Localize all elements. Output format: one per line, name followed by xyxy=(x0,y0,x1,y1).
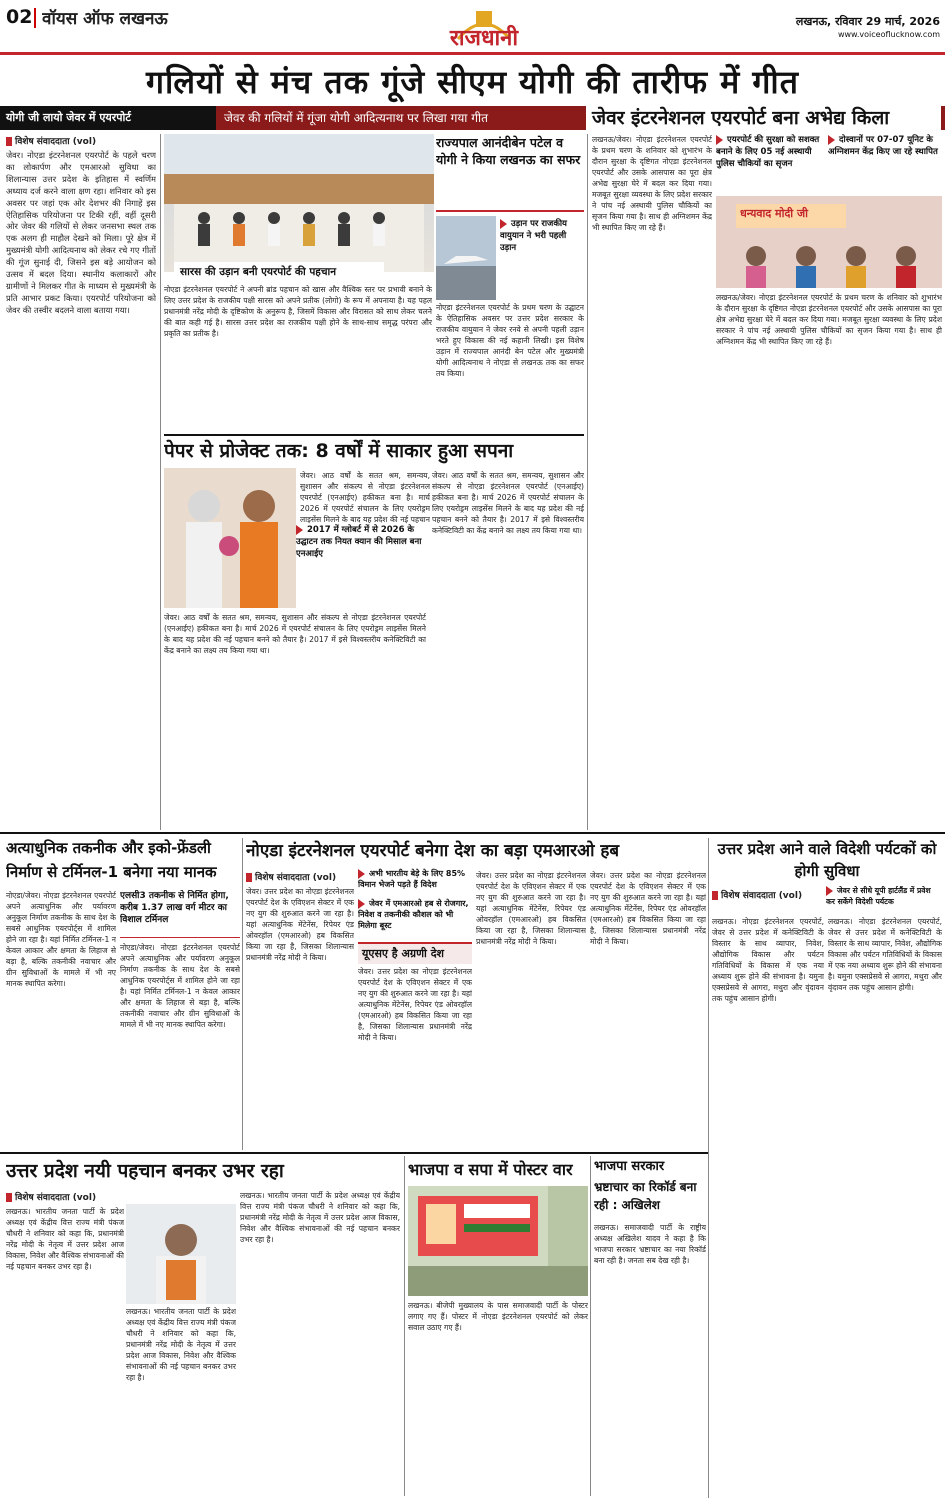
right-top-body: लखनऊ/जेवर। नोएडा इंटरनेशनल एयरपोर्ट के प्रथम चरण के शनिवार को शुभारंभ के दौरान सुरक्षा के दृष्टिगत नोएडा इंटरनेशनल एयरपोर्ट और उसके आसपास का पूरा क्षेत्र अभेद्य सुरक्षा घेरे में बदल कर दिया गया। मजबूत सुरक्षा व्यवस्था के लिए प्रदेश सरकार ने पांच नई अस्थायी पुलिस चौकियों का सृजन किया गया है। साथ ही अग्निशमन केंद्र भी स्थापित किए जा रहे हैं। xyxy=(592,135,712,232)
akhilesh-body: लखनऊ। समाजवादी पार्टी के राष्ट्रीय अध्यक्ष अखिलेश यादव ने कहा है कि भाजपा सरकार भ्रष्टाचार का नया रिकॉर्ड बना रही है। जनता सब देख रही है। xyxy=(594,1223,706,1265)
uttar-headline: उत्तर प्रदेश नयी पहचान बनकर उभर रहा xyxy=(6,1160,284,1182)
vision-photo xyxy=(164,468,296,608)
lead-tag: योगी जी लायो जेवर में एयरपोर्ट xyxy=(0,106,216,130)
lead-body: जेवर। नोएडा इंटरनेशनल एयरपोर्ट के पहले चरण का लोकार्पण और एमआरओ सुविधा का शिलान्यास उत्तर प्रदेश के इतिहास में स्वर्णिम अध्याय दर्ज करने वाला क्षण रहा। शनिवार को इस अवसर पर जहां एक ओर देशभर की निगाहें इस ऐतिहासिक परियोजना पर टिकी रहीं, वहीं दूसरी ओर जेवर की गलियों से लेकर जनसभा स्थल तक एक अलग ही माहौल देखने को मिला। पूरे क्षेत्र में मुख्यमंत्री योगी आदित्यनाथ को लेकर रचे गए गीतों की गूंज सुनाई दी, जिसने इस बड़े आयोजन को उत्सव में बदल दिया। स्थानीय कलाकारों और ग्रामीणों ने मिलकर गीत के माध्यम से मुख्यमंत्री के प्रति आभार प्रकट किया। एयरपोर्ट परियोजना को जेवर की तस्वीर बदलने वाला बताया गया। xyxy=(6,150,156,315)
foreign-body-2: लखनऊ। नोएडा इंटरनेशनल एयरपोर्ट, जेवर से उत्तर प्रदेश में कनेक्टिविटी के विस्तार के साथ व्यापार, निवेश, औद्योगिक विकास और पर्यटन गतिविधियों के विकास में एक नया अध्याय शुरू होने की संभावना है। यमुना एक्सप्रेसवे से आगरा, मथुरा और वृंदावन तक पहुंच आसान होगी। xyxy=(828,917,942,992)
header-divider xyxy=(34,8,36,28)
vision-body-3: जेवर। आठ वर्षों के सतत श्रम, समन्वय, सुशासन और संकल्प से नोएडा इंटरनेशनल एयरपोर्ट (एनआईए) हकीकत बना है। मार्च 2026 में एयरपोर्ट संचालन के लिए एयरोड्रम लाइसेंस मिलने के बाद यह प्रदेश की नई पहचान बनने को तैयार है। 2017 में इसे विश्वस्तरीय कनेक्टिविटी का केंद्र बनाने का लक्ष्य तय किया गया था। xyxy=(432,471,584,535)
governor-body: नोएडा इंटरनेशनल एयरपोर्ट के प्रथम चरण के उद्घाटन के ऐतिहासिक अवसर पर उत्तर प्रदेश सरकार के राजकीय वायुयान ने जेवर रनवे से अपनी पहली उड़ान भरते हुए विकास की नई कहानी लिखी। इस विशेष उड़ान में राज्यपाल आनंदी बेन पटेल और मुख्यमंत्री योगी आदित्यनाथ ने नोएडा से लखनऊ तक का सफर तय किया। xyxy=(436,303,584,378)
poster-headline: भाजपा व सपा में पोस्टर वार xyxy=(408,1160,573,1179)
foreign-body: लखनऊ। नोएडा इंटरनेशनल एयरपोर्ट, जेवर से उत्तर प्रदेश में कनेक्टिविटी के विस्तार के साथ व्यापार, निवेश, औद्योगिक विकास और पर्यटन गतिविधियों के विकास में एक नया अध्याय शुरू होने की संभावना है। यमुना एक्सप्रेसवे से आगरा, मथुरा और वृंदावन तक पहुंच आसान होगी। xyxy=(712,917,824,1003)
right-bullet-1: एयरपोर्ट की सुरक्षा को सशक्त बनाने के लिए 05 नई अस्थायी पुलिस चौकियों का सृजन xyxy=(716,135,820,169)
foreign-headline: उत्तर प्रदेश आने वाले विदेशी पर्यटकों को होगी सुविधा xyxy=(717,840,937,880)
lower-left-body: नोएडा/जेवर। नोएडा इंटरनेशनल एयरपोर्ट अपने अत्याधुनिक और पर्यावरण अनुकूल निर्माण तकनीक के साथ देश के सबसे आधुनिक एयरपोर्ट्स में शामिल होने जा रहा है। यहां निर्मित टर्मिनल-1 न केवल आकार और क्षमता के लिहाज से बड़ा है, बल्कि तकनीकी नवाचार और ग्रीन सुविधाओं के मामले में भी नए मानक स्थापित करेगा। xyxy=(6,891,116,988)
lower-left-body-2: नोएडा/जेवर। नोएडा इंटरनेशनल एयरपोर्ट अपने अत्याधुनिक और पर्यावरण अनुकूल निर्माण तकनीक के साथ देश के सबसे आधुनिक एयरपोर्ट्स में शामिल होने जा रहा है। यहां निर्मित टर्मिनल-1 न केवल आकार और क्षमता के लिहाज से बड़ा है, बल्कि तकनीकी नवाचार और ग्रीन सुविधाओं के मामले में भी नए मानक स्थापित करेगा। xyxy=(120,943,240,1029)
lower-left-headline-2: निर्माण से टर्मिनल-1 बनेगा नया मानक xyxy=(6,863,217,881)
mro-body: जेवर। उत्तर प्रदेश का नोएडा इंटरनेशनल एयरपोर्ट देश के एविएशन सेक्टर में एक नए युग की शुरुआत करने जा रहा है। यहां अत्याधुनिक मेंटेनेंस, रिपेयर एंड ओवरहॉल (एमआरओ) हब विकसित किया जा रहा है, जिसका शिलान्यास प्रधानमंत्री नरेंद्र मोदी ने किया। xyxy=(246,887,354,962)
mro-box-head: यूएसए है अग्रणी देश xyxy=(358,942,472,964)
uttar-body: लखनऊ। भारतीय जनता पार्टी के प्रदेश अध्यक्ष एवं केंद्रीय वित्त राज्य मंत्री पंकज चौधरी ने शनिवार को कहा कि, प्रधानमंत्री नरेंद्र मोदी के नेतृत्व में उत्तर प्रदेश आज विकास, निवेश और वैश्विक संभावनाओं की नई पहचान बनकर उभर रहा है। xyxy=(6,1207,124,1271)
lead-photo-body: नोएडा इंटरनेशनल एयरपोर्ट ने अपनी ब्रांड पहचान को खास और वैश्विक स्तर पर प्रभावी बनाने के लिए उत्तर प्रदेश के राजकीय पक्षी सारस को अपने प्रतीक (लोगो) के रूप में अपनाया है। यह पहल प्रधानमंत्री नरेंद्र मोदी के दृष्टिकोण के अनुरूप है, जिसमें विकास और विरासत को साथ लेकर चलने की बात कही गई है। सारस उत्तर प्रदेश का राजकीय पक्षी होने के साथ-साथ समृद्ध परंपरा और प्रकृति का प्रतीक है। xyxy=(164,285,432,338)
mro-byline: विशेष संवाददाता (vol) xyxy=(246,870,356,882)
header-rule xyxy=(0,52,945,55)
poster-text: धन्यवाद मोदी जी xyxy=(740,207,808,220)
akhilesh-headline-1: भाजपा सरकार xyxy=(594,1159,665,1174)
aircraft-photo xyxy=(436,216,496,300)
mro-body-4: जेवर। उत्तर प्रदेश का नोएडा इंटरनेशनल एयरपोर्ट देश के एविएशन सेक्टर में एक नए युग की शुरुआत करने जा रहा है। यहां अत्याधुनिक मेंटेनेंस, रिपेयर एंड ओवरहॉल (एमआरओ) हब विकसित किया जा रहा है, जिसका शिलान्यास प्रधानमंत्री नरेंद्र मोदी ने किया। xyxy=(590,871,706,946)
newspaper-logo xyxy=(428,3,540,51)
mro-headline: नोएडा इंटरनेशनल एयरपोर्ट बनेगा देश का बड़ा एमआरओ हब xyxy=(246,841,620,861)
section-name: वॉयस ऑफ लखनऊ xyxy=(42,9,168,29)
vision-body-1: जेवर। आठ वर्षों के सतत श्रम, समन्वय, सुशासन और संकल्प से नोएडा इंटरनेशनल एयरपोर्ट (एनआईए) हकीकत बना है। मार्च 2026 में एयरपोर्ट संचालन के लिए एयरोड्रम लाइसेंस मिलने के बाद यह प्रदेश की नई पहचान xyxy=(300,471,430,524)
right-bullet-2: दोस्वानों पर 07-07 यूनिट के अग्निशमन केंद्र किए जा रहे स्थापित xyxy=(828,135,938,157)
governor-headline: राज्यपाल आनंदीबेन पटेल व योगी ने किया लखनऊ का सफर xyxy=(436,135,581,167)
vision-headline: पेपर से प्रोजेक्ट तक: 8 वर्षों में साकार हुआ सपना xyxy=(164,434,584,464)
mro-body-2: जेवर। उत्तर प्रदेश का नोएडा इंटरनेशनल एयरपोर्ट देश के एविएशन सेक्टर में एक नए युग की शुरुआत करने जा रहा है। यहां अत्याधुनिक मेंटेनेंस, रिपेयर एंड ओवरहॉल (एमआरओ) हब विकसित किया जा रहा है, जिसका शिलान्यास प्रधानमंत्री नरेंद्र मोदी ने किया। xyxy=(358,967,472,1042)
mro-body-3: जेवर। उत्तर प्रदेश का नोएडा इंटरनेशनल एयरपोर्ट देश के एविएशन सेक्टर में एक नए युग की शुरुआत करने जा रहा है। यहां अत्याधुनिक मेंटेनेंस, रिपेयर एंड ओवरहॉल (एमआरओ) हब विकसित किया जा रहा है, जिसका शिलान्यास प्रधानमंत्री नरेंद्र मोदी ने किया। xyxy=(476,871,586,946)
lead-subtag: जेवर की गलियों में गूंजा योगी आदित्यनाथ पर लिखा गया गीत xyxy=(224,111,488,125)
right-top-headline: जेवर इंटरनेशनल एयरपोर्ट बना अभेद्य किला xyxy=(586,104,941,132)
lead-photo xyxy=(164,134,434,272)
uttar-body-2: लखनऊ। भारतीय जनता पार्टी के प्रदेश अध्यक्ष एवं केंद्रीय वित्त राज्य मंत्री पंकज चौधरी ने शनिवार को कहा कि, प्रधानमंत्री नरेंद्र मोदी के नेतृत्व में उत्तर प्रदेश आज विकास, निवेश और वैश्विक संभावनाओं की नई पहचान बनकर उभर रहा है। xyxy=(126,1307,236,1382)
mro-bullet-1: अभी भारतीय बेड़े के लिए 85% विमान भेजने पड़ते हैं विदेश xyxy=(358,869,466,889)
lead-headline: गलियों से मंच तक गूंजे सीएम योगी की तारीफ में गीत xyxy=(146,63,799,101)
website: www.voiceoflucknow.com xyxy=(837,30,940,39)
foreign-byline: विशेष संवाददाता (vol) xyxy=(712,888,822,900)
lead-byline: विशेष संवाददाता (vol) xyxy=(6,134,156,146)
vision-photo-caption: 2017 में ग्लोबर्ट में से 2026 के उद्घाटन तक नियत क्यान की मिसाल बना एनआईए xyxy=(296,525,422,559)
lower-left-sidehead: एलसी3 तकनीक से निर्मित होगा, करीब 1.37 लाख वर्ग मीटर का विशाल टर्मिनल xyxy=(120,890,240,938)
vision-body-2: जेवर। आठ वर्षों के सतत श्रम, समन्वय, सुशासन और संकल्प से नोएडा इंटरनेशनल एयरपोर्ट (एनआईए) हकीकत बना है। मार्च 2026 में एयरपोर्ट संचालन के लिए एयरोड्रम लाइसेंस मिलने के बाद यह प्रदेश की नई पहचान बनने को तैयार है। 2017 में इसे विश्वस्तरीय कनेक्टिविटी का केंद्र बनाने का लक्ष्य तय किया गया था। xyxy=(164,613,426,655)
akhilesh-headline-2: भ्रष्टाचार का रिकॉर्ड बना रही : अखिलेश xyxy=(594,1180,697,1212)
governor-subhead: उड़ान पर राजकीय वायुयान ने भरी पहली उड़ान xyxy=(500,219,567,253)
svg-text:राजधानी: राजधानी xyxy=(449,26,519,51)
foreign-bullet: जेवर से सीधे यूपी हार्टलैंड में प्रवेश कर सकेंगे विदेशी पर्यटक xyxy=(826,886,931,906)
page-number: 02 xyxy=(6,6,32,28)
mro-bullet-2: जेवर में एमआरओ हब से रोजगार, निवेश व तकनीकी कौशल को भी मिलेगा बूस्ट xyxy=(358,899,469,930)
rally-photo xyxy=(716,196,942,288)
poster-photo xyxy=(408,1186,588,1296)
uttar-body-3: लखनऊ। भारतीय जनता पार्टी के प्रदेश अध्यक्ष एवं केंद्रीय वित्त राज्य मंत्री पंकज चौधरी ने शनिवार को कहा कि, प्रधानमंत्री नरेंद्र मोदी के नेतृत्व में उत्तर प्रदेश आज विकास, निवेश और वैश्विक संभावनाओं की नई पहचान बनकर उभर रहा है। xyxy=(240,1191,400,1244)
uttar-byline: विशेष संवाददाता (vol) xyxy=(6,1190,126,1202)
date-line: लखनऊ, रविवार 29 मार्च, 2026 xyxy=(795,15,940,28)
uttar-photo xyxy=(126,1204,236,1304)
governor-box xyxy=(436,134,584,212)
lower-left-headline-1: अत्याधुनिक तकनीक और इको-फ्रेंडली xyxy=(6,839,211,857)
right-top-body-2: लखनऊ/जेवर। नोएडा इंटरनेशनल एयरपोर्ट के प्रथम चरण के शनिवार को शुभारंभ के दौरान सुरक्षा के दृष्टिगत नोएडा इंटरनेशनल एयरपोर्ट और उसके आसपास का पूरा क्षेत्र अभेद्य सुरक्षा घेरे में बदल कर दिया गया। मजबूत सुरक्षा व्यवस्था के लिए प्रदेश सरकार ने पांच नई अस्थायी पुलिस चौकियों का सृजन किया गया है। साथ ही अग्निशमन केंद्र भी स्थापित किए जा रहे हैं। xyxy=(716,293,942,346)
poster-body: लखनऊ। बीजेपी मुख्यालय के पास समाजवादी पार्टी के पोस्टर लगाए गए हैं। पोस्टर में नोएडा इंटरनेशनल एयरपोर्ट को लेकर सवाल उठाए गए हैं। xyxy=(408,1301,588,1332)
lead-photo-caption: सारस की उड़ान बनी एयरपोर्ट की पहचान xyxy=(174,262,384,282)
